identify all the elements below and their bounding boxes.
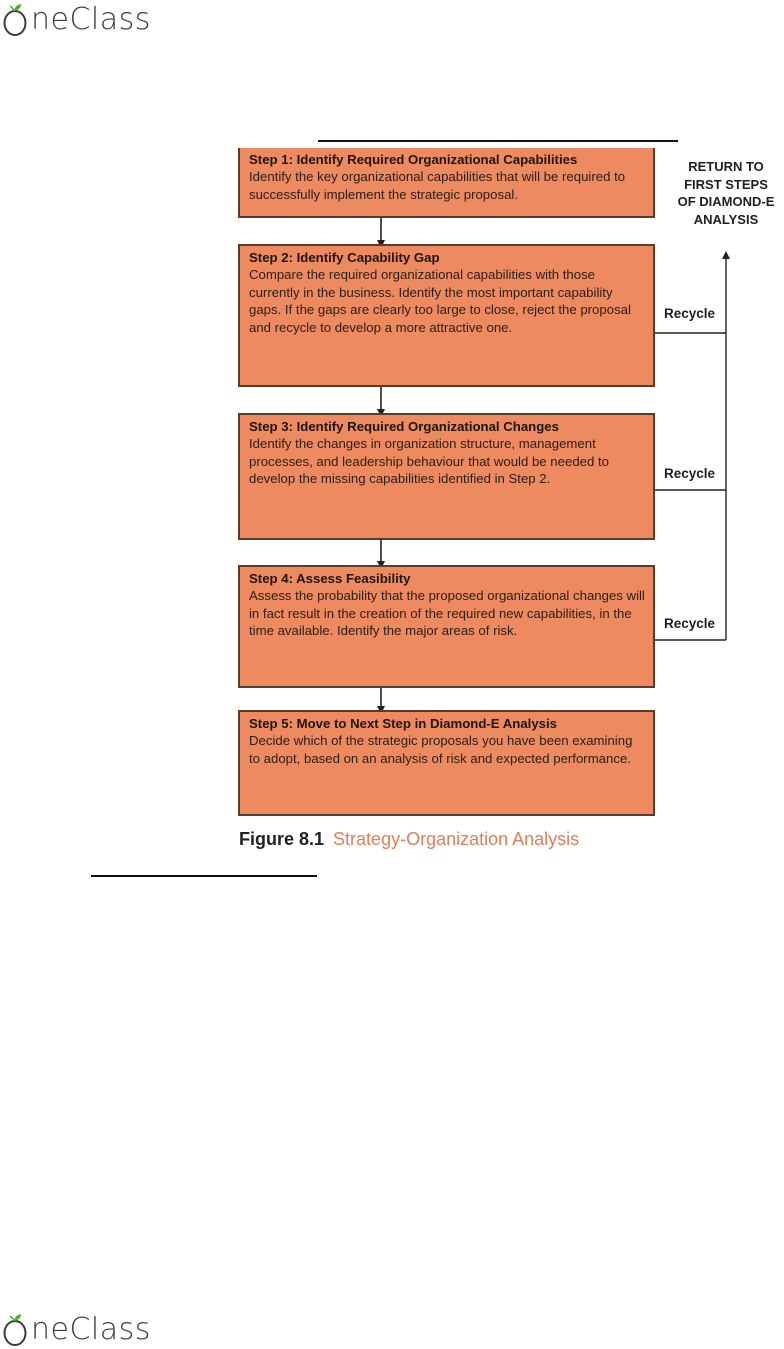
step-1-box <box>238 148 655 218</box>
figure-caption <box>239 829 579 850</box>
step-2-title: Step 2: Identify Capability Gap <box>249 250 440 265</box>
logo-apple-o-icon <box>2 1312 32 1348</box>
recycle-label-3: Recycle <box>664 616 716 631</box>
figure-number: Figure 8.1 <box>239 829 325 849</box>
recycle-label-1: Recycle <box>664 306 716 321</box>
step-5-title: Step 5: Move to Next Step in Diamond-E Analysis <box>249 716 558 731</box>
recycle-label-2: Recycle <box>664 466 716 481</box>
step-4-title: Step 4: Assess Feasibility <box>249 571 411 586</box>
oneclass-logo-bottom <box>2 1312 151 1349</box>
logo-wordmark: neClass <box>31 2 151 37</box>
step-1-text: Identify the key organizational capabilities that will be required to successfully implement the strategic proposal. <box>249 169 626 202</box>
step-3-title: Step 3: Identify Required Organizational Changes <box>249 419 559 434</box>
step-3-box <box>238 413 655 540</box>
figure-title: Strategy-Organization Analysis <box>333 829 580 849</box>
step-3-text: Identify the changes in organization structure, management processes, and leadership behaviour that would be needed to develop the missing capabilities identified in Step 2. <box>249 436 609 487</box>
step-2-text: Compare the required organizational capabilities with those currently in the business. Identify the most important capability gaps. If the gaps are clearly too large to close, reject the proposal and recycle to develop a more attractive one. <box>249 267 631 335</box>
step-2-box <box>238 244 655 387</box>
step-4-box <box>238 565 655 688</box>
step-5-box <box>238 710 655 816</box>
step-5-text: Decide which of the strategic proposals you have been examining to adopt, based on an analysis of risk and expected performance. <box>249 733 633 766</box>
step-4-text: Assess the probability that the proposed organizational changes will in fact result in the creation of the required new capabilities, in the time available. Identify the major areas of risk. <box>249 588 645 639</box>
logo-wordmark: neClass <box>31 1312 151 1347</box>
step-1-title: Step 1: Identify Required Organizational Capabilities <box>249 152 578 167</box>
return-to-first-steps-label: RETURN TO FIRST STEPS OF DIAMOND-E ANALYSIS <box>677 159 775 227</box>
